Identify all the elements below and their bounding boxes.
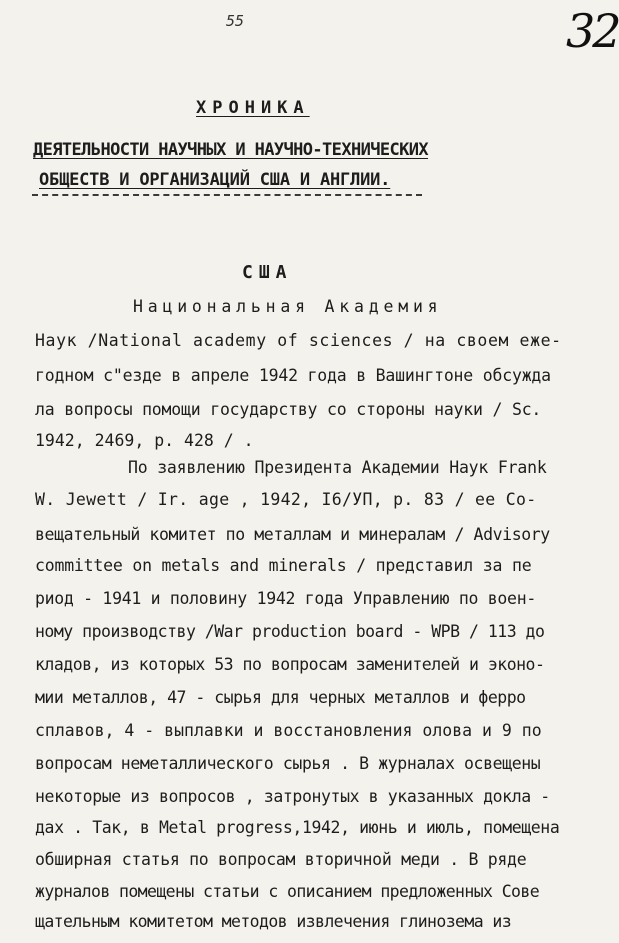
body-line: ла вопросы помощи государству со стороны науки / Sc. (35, 400, 542, 419)
section-heading: США (242, 262, 293, 283)
body-line: Национальная Академия (133, 297, 443, 316)
body-line: вопросам неметаллического сырья . В журналах освещены (35, 754, 541, 773)
body-line: committee on metals and minerals / представил за пе (35, 556, 532, 575)
sheet-number-handwritten: 32 (566, 4, 619, 58)
body-line: некоторые из вопросов , затронутых в указанных докла - (35, 787, 550, 806)
body-line: мии металлов, 47 - сырья для черных металлов и ферро (35, 688, 526, 707)
body-line: ному производству /War production board - WPB / 113 до (35, 622, 545, 641)
body-line: обширная статья по вопросам вторичной меди . В ряде (35, 850, 527, 869)
body-line: W. Jewett / Ir. age , 1942, I6/УП, p. 83 / ее Со- (35, 490, 537, 509)
body-line: годном с"езде в апреле 1942 года в Вашингтоне обсужда (35, 366, 551, 385)
title-line-1: ХРОНИКА (196, 98, 310, 118)
body-line: дах . Так, в Metal progress,1942, июнь и июль, помещена (35, 818, 560, 837)
body-line: По заявлению Президента Академии Наук Frank (128, 458, 547, 477)
body-line: кладов, из которых 53 по вопросам заменителей и эконо- (35, 655, 545, 674)
body-line: вещательный комитет по металлам и минералам / Advisory (35, 525, 550, 544)
body-line: Наук /National academy of sciences / на своем еже- (35, 331, 562, 350)
title-line-2: ДЕЯТЕЛЬНОСТИ НАУЧНЫХ И НАУЧНО-ТЕХНИЧЕСКИХ (33, 140, 429, 160)
body-line: сплавов, 4 - выплавки и восстановления олова и 9 по (35, 721, 542, 740)
body-line: щательным комитетом методов извлечения глинозема из (35, 912, 512, 931)
title-line-3: ОБЩЕСТВ И ОРГАНИЗАЦИЙ США И АНГЛИИ. (39, 170, 391, 190)
body-line: журналов помещены статьи с описанием предложенных Сове (35, 882, 540, 901)
body-line: риод - 1941 и половину 1942 года Управлению по воен- (35, 589, 536, 608)
page-number-top: 55 (226, 12, 245, 30)
body-line: 1942, 2469, p. 428 / . (35, 431, 254, 450)
dashed-separator (32, 194, 422, 196)
